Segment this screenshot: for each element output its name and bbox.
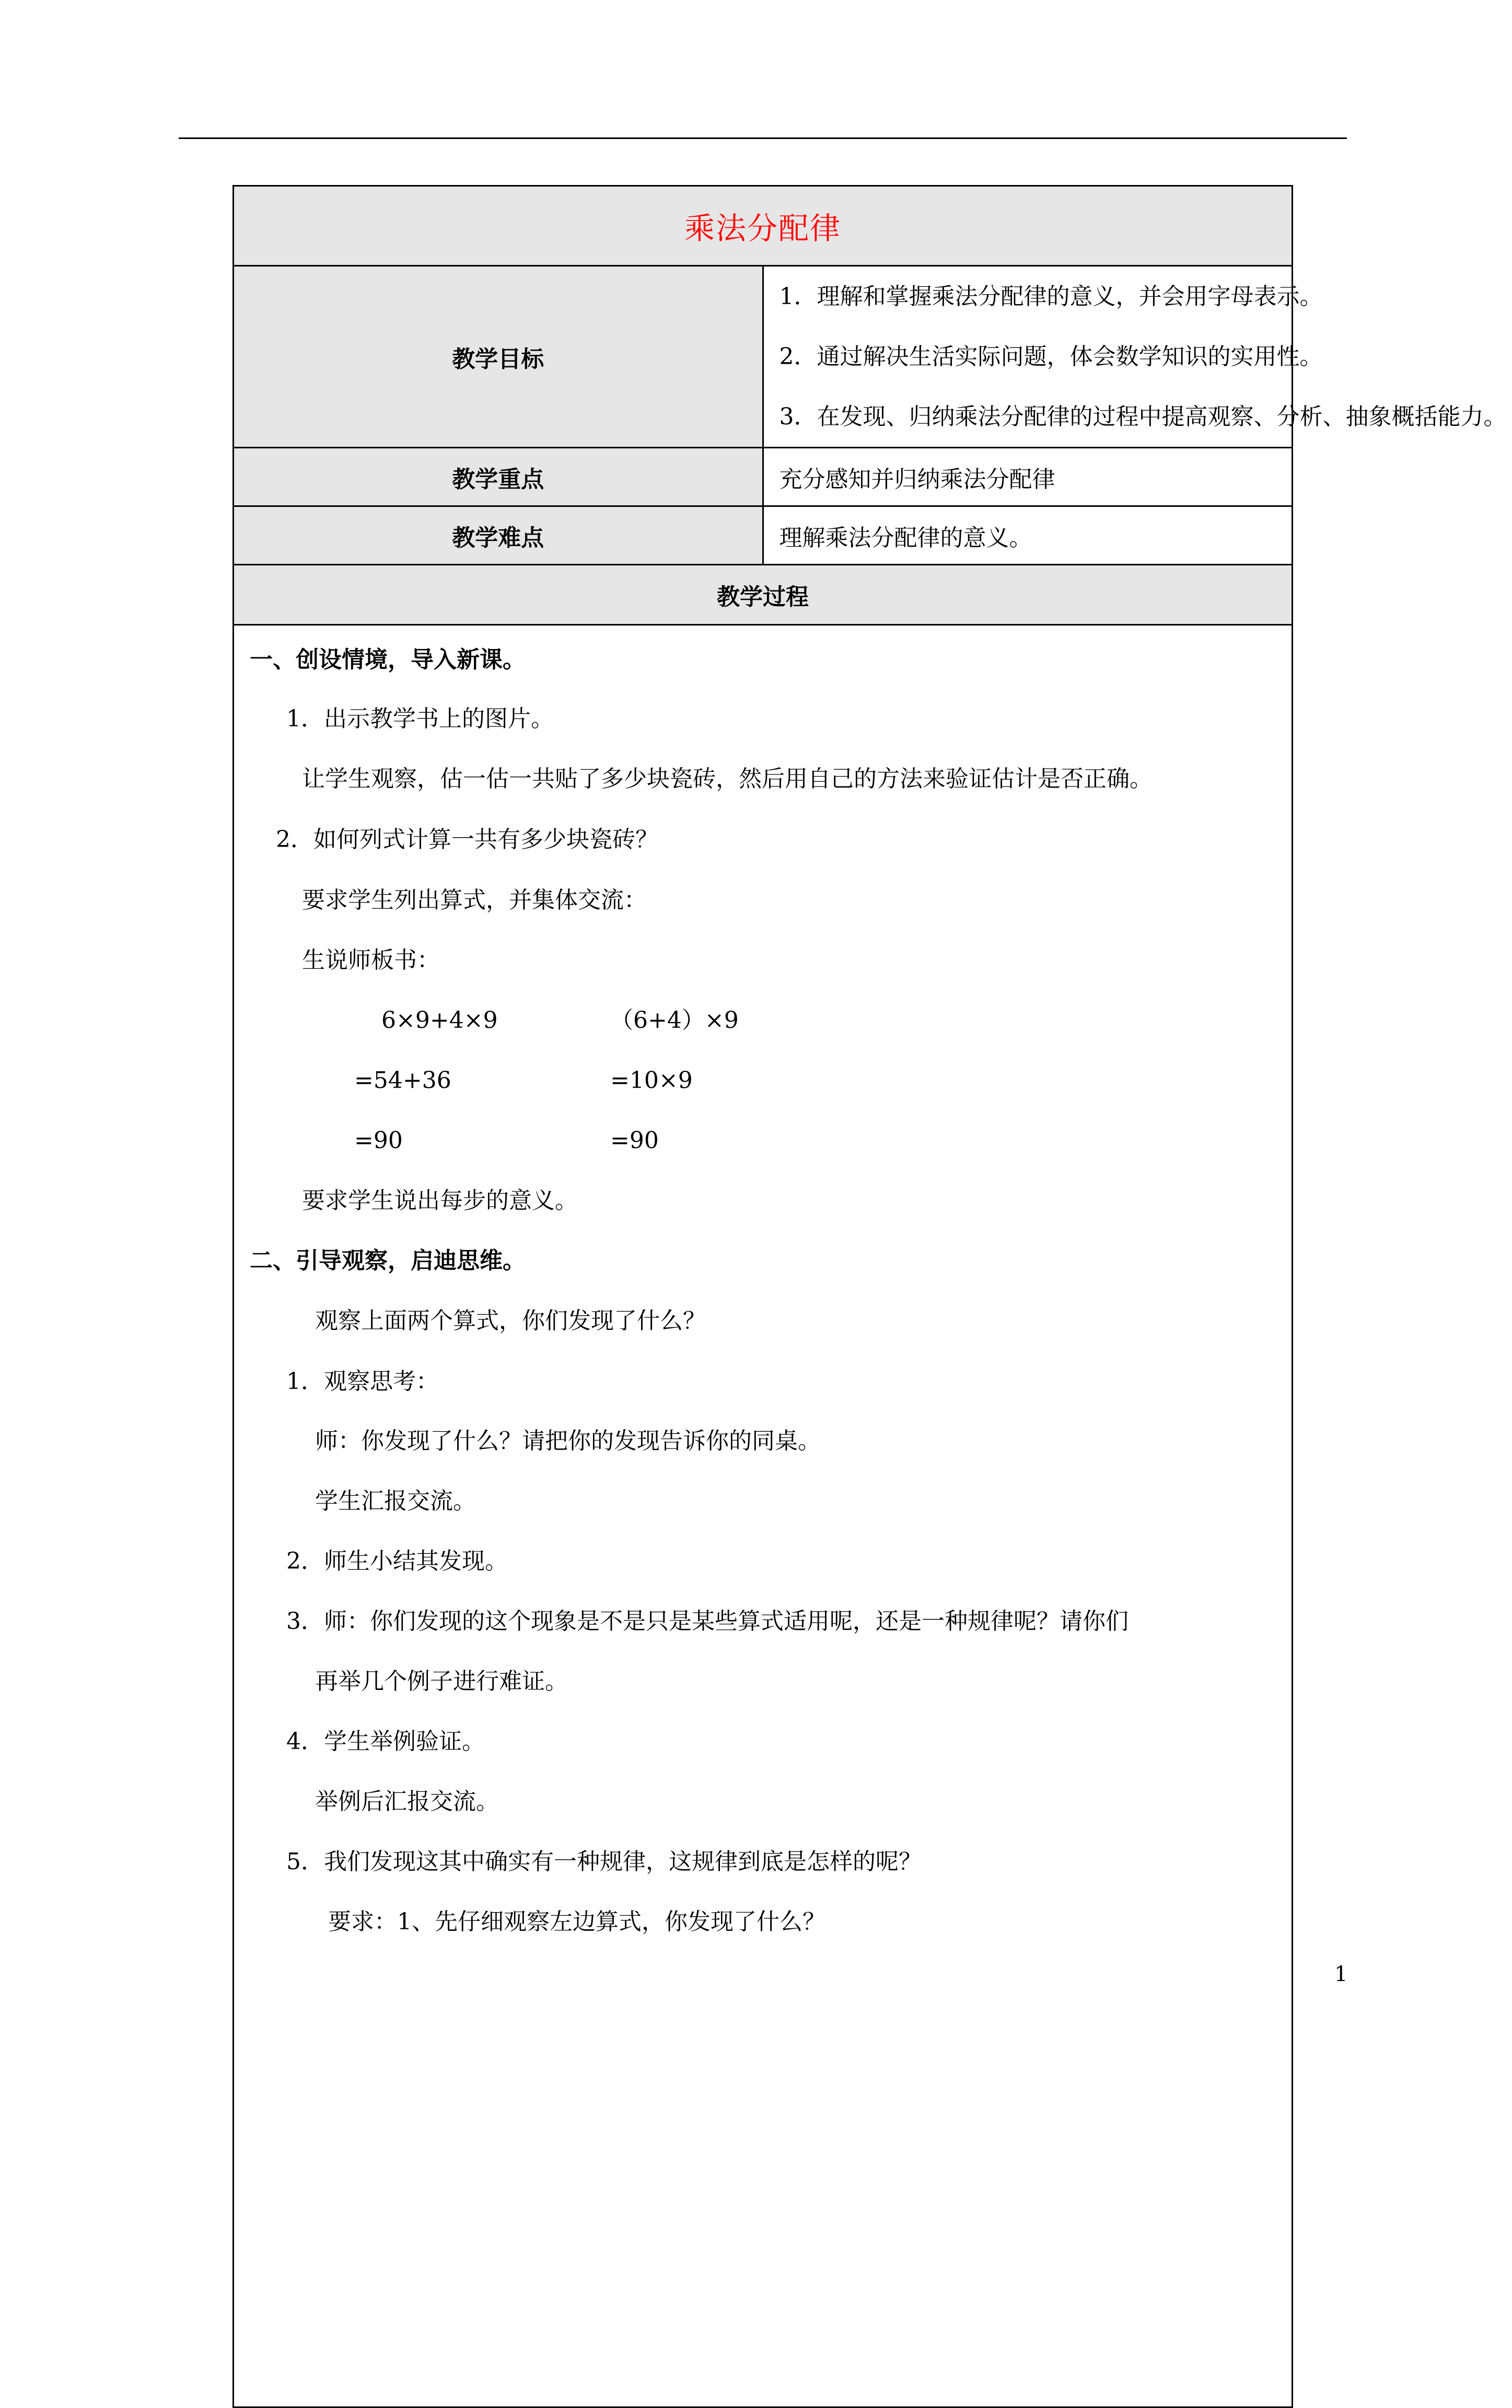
process-content [234, 625, 1293, 2407]
s2-item-5: 5．我们发现这其中确实有一种规律，这规律到底是怎样的呢？ [286, 1848, 922, 1875]
s2-item-1-text-1: 师：你发现了什么？请把你的发现告诉你的同桌。 [315, 1428, 821, 1454]
calc-left-3: =90 [354, 1127, 403, 1154]
s1-item-2-text-1: 要求学生列出算式，并集体交流： [302, 887, 647, 913]
s2-intro: 观察上面两个算式，你们发现了什么？ [315, 1307, 706, 1334]
calc-left-2: =54+36 [354, 1067, 451, 1094]
calc-left-1: 6×9+4×9 [381, 1007, 498, 1034]
calc-right-3: =90 [610, 1127, 659, 1154]
s2-item-2: 2．师生小结其发现。 [286, 1548, 508, 1575]
page-number: 1 [1334, 1962, 1348, 1986]
s1-item-1-text: 让学生观察，估一估一共贴了多少块瓷砖，然后用自己的方法来验证估计是否正确。 [302, 766, 1153, 792]
key-point-label: 教学重点 [234, 448, 763, 506]
s2-item-3: 3．师：你们发现的这个现象是不是只是某些算式适用呢，还是一种规律呢？请你们 [286, 1608, 1129, 1635]
lesson-title: 乘法分配律 [234, 186, 1293, 266]
difficulty-text: 理解乘法分配律的意义。 [763, 506, 1293, 565]
header-rule [179, 137, 1347, 139]
section-2-heading: 二、引导观察，启迪思维。 [250, 1247, 526, 1274]
goal-item-1: 1．理解和掌握乘法分配律的意义，并会用字母表示。 [779, 283, 1323, 310]
calc-right-2: =10×9 [610, 1067, 693, 1094]
goal-item-3: 3．在发现、归纳乘法分配律的过程中提高观察、分析、抽象概括能力。 [779, 403, 1507, 430]
s1-note: 要求学生说出每步的意义。 [302, 1187, 578, 1214]
s1-item-2: 2．如何列式计算一共有多少块瓷砖？ [276, 826, 658, 853]
s2-item-1: 1．观察思考： [286, 1368, 439, 1395]
s2-item-1-text-2: 学生汇报交流。 [315, 1488, 476, 1514]
process-heading: 教学过程 [234, 565, 1293, 625]
goal-item-2: 2．通过解决生活实际问题，体会数学知识的实用性。 [779, 343, 1323, 370]
goals-label: 教学目标 [234, 266, 763, 448]
s2-item-4: 4．学生举例验证。 [286, 1728, 485, 1755]
difficulty-label: 教学难点 [234, 506, 763, 565]
s2-item-3-continued: 再举几个例子进行难证。 [315, 1668, 568, 1695]
s1-item-1: 1．出示教学书上的图片。 [286, 705, 554, 732]
goals-content [763, 266, 1507, 448]
section-1-heading: 一、创设情境，导入新课。 [250, 646, 526, 673]
calc-right-1: （6+4）×9 [610, 1007, 739, 1034]
s2-item-5-text: 要求：1、先仔细观察左边算式，你发现了什么？ [328, 1908, 825, 1935]
s1-item-2-text-2: 生说师板书： [302, 947, 440, 974]
lesson-plan-table [232, 185, 1507, 2408]
s2-item-4-text: 举例后汇报交流。 [315, 1788, 499, 1815]
key-point-text: 充分感知并归纳乘法分配律 [763, 448, 1293, 506]
